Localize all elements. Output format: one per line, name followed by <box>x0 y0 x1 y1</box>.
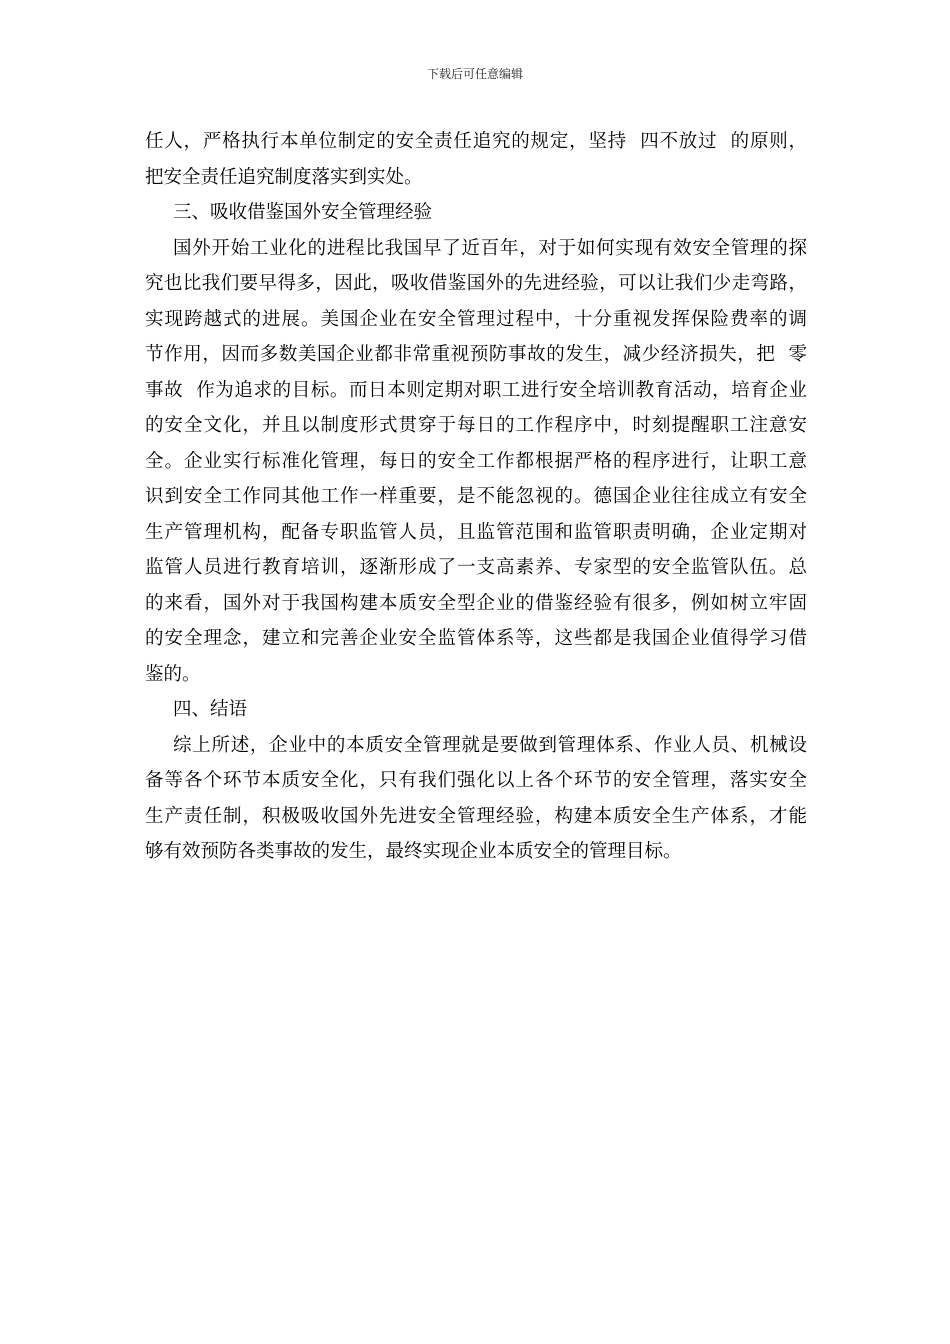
text-line: 的安全理念，建立和完善企业安全监管体系等，这些都是我国企业值得学习借 <box>145 628 807 649</box>
text-line: 监管人员进行教育培训，逐渐形成了一支高素养、专家型的安全监管队伍。总 <box>145 557 807 578</box>
text-line: 节作用，因而多数美国企业都非常重视预防事故的发生，减少经济损失，把 零 <box>145 344 807 365</box>
text-line: 备等各个环节本质安全化，只有我们强化以上各个环节的安全管理，落实安全 <box>145 770 807 791</box>
text-line: 事故 作为追求的目标。而日本则定期对职工进行安全培训教育活动，培育企业 <box>145 379 807 401</box>
page-header: 下载后可任意编辑 <box>426 67 523 81</box>
text-line: 的安全文化，并且以制度形式贯穿于每日的工作程序中，时刻提醒职工注意安 <box>145 415 807 436</box>
text-line: 究也比我们要早得多，因此，吸收借鉴国外的先进经验，可以让我们少走弯路， <box>145 273 807 294</box>
text-line: 鉴的。 <box>145 663 201 685</box>
text-line: 四、结语 <box>173 699 248 720</box>
text-line: 生产责任制，积极吸收国外先进安全管理经验，构建本质安全生产体系，才能 <box>145 805 807 827</box>
text-line: 把安全责任追究制度落实到实处。 <box>145 166 423 188</box>
text-line: 够有效预防各类事故的发生，最终实现企业本质安全的管理目标。 <box>145 841 682 862</box>
text-line: 生产管理机构，配备专职监管人员，且监管范围和监管职责明确，企业定期对 <box>145 521 807 543</box>
text-line: 全。企业实行标准化管理，每日的安全工作都根据严格的程序进行，让职工意 <box>145 450 807 472</box>
text-line: 综上所述，企业中的本质安全管理就是要做到管理体系、作业人员、机械设 <box>173 734 807 756</box>
text-line: 三、吸收借鉴国外安全管理经验 <box>173 202 433 223</box>
text-line: 国外开始工业化的进程比我国早了近百年，对于如何实现有效安全管理的探 <box>173 237 807 259</box>
document-body <box>145 124 807 870</box>
text-line: 识到安全工作同其他工作一样重要，是不能忽视的。德国企业往往成立有安全 <box>145 486 807 507</box>
text-line: 实现跨越式的进展。美国企业在安全管理过程中，十分重视发挥保险费率的调 <box>145 308 807 330</box>
text-line: 的来看，国外对于我国构建本质安全型企业的借鉴经验有很多，例如树立牢固 <box>145 592 807 614</box>
text-line: 任人，严格执行本单位制定的安全责任追究的规定，坚持 四不放过 的原则， <box>145 131 807 152</box>
